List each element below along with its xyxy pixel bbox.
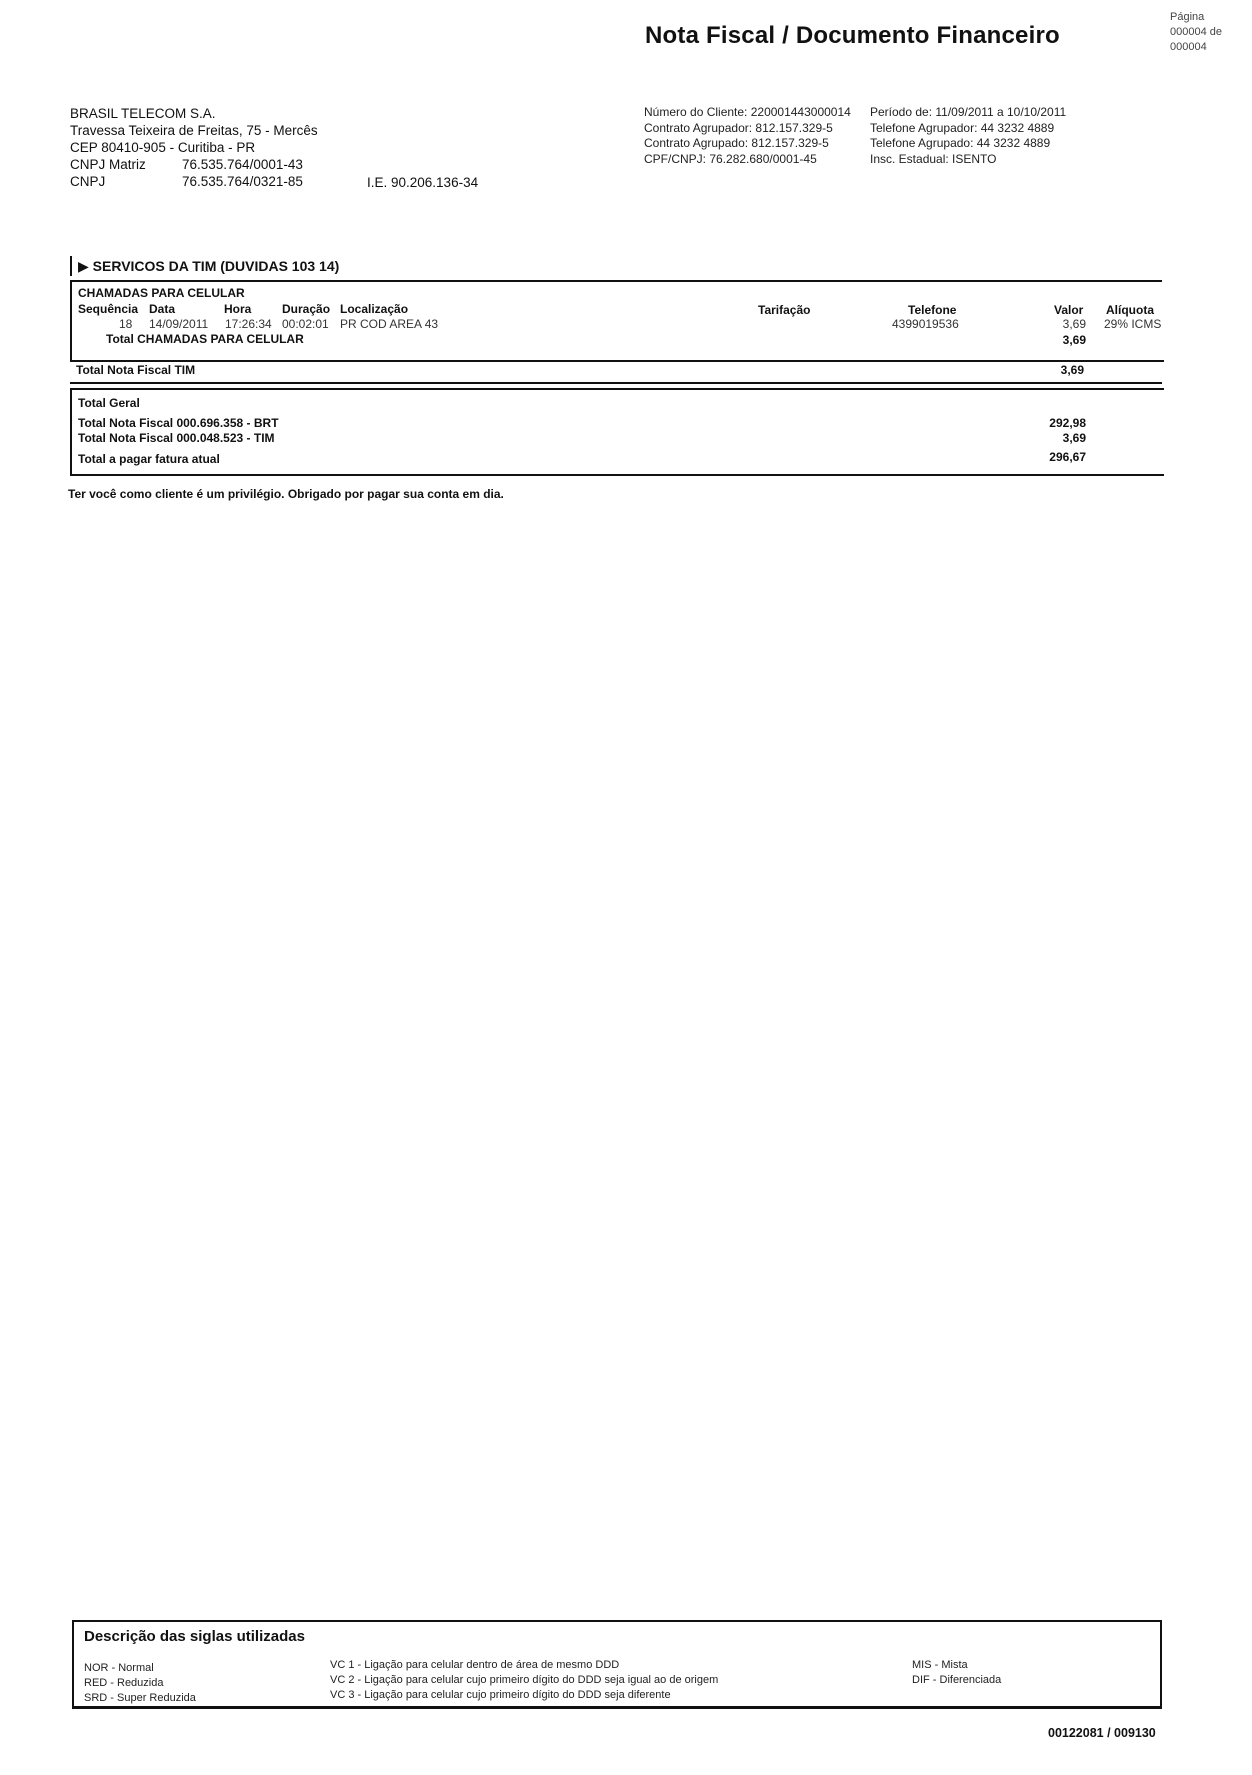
total-tim-label: Total Nota Fiscal 000.048.523 - TIM xyxy=(78,431,275,445)
triangle-right-icon: ▶ xyxy=(78,258,89,274)
page-label: Página xyxy=(1170,11,1205,23)
totals-box xyxy=(70,388,1164,476)
col-telefone: Telefone xyxy=(908,303,957,317)
legend-item: NOR - Normal xyxy=(84,1662,154,1674)
legend-item: VC 3 - Ligação para celular cujo primeiro dígito do DDD seja diferente xyxy=(330,1689,671,1701)
calls-table xyxy=(70,282,1164,362)
total-pagar-value: 296,67 xyxy=(1049,450,1086,464)
row-hora: 17:26:34 xyxy=(225,317,272,331)
row-aliquota: 29% ICMS xyxy=(1104,317,1162,331)
company-info xyxy=(70,105,318,190)
row-duracao: 00:02:01 xyxy=(282,317,329,331)
col-aliquota: Alíquota xyxy=(1106,303,1154,317)
client-info-left xyxy=(644,105,851,167)
company-address: Travessa Teixeira de Freitas, 75 - Mercês xyxy=(70,123,318,138)
legend-item: MIS - Mista xyxy=(912,1659,968,1671)
totals-title: Total Geral xyxy=(78,396,140,410)
document-title: Nota Fiscal / Documento Financeiro xyxy=(645,22,1060,49)
contrato-agrupador: Contrato Agrupador: 812.157.329-5 xyxy=(644,120,833,135)
row-telefone: 4399019536 xyxy=(892,317,959,331)
legend-title: Descrição das siglas utilizadas xyxy=(84,1628,305,1645)
legend-col-3 xyxy=(912,1658,1001,1688)
cnpj-value: 76.535.764/0321-85 xyxy=(182,174,303,189)
legend-box xyxy=(72,1620,1162,1709)
group-total-value: 3,69 xyxy=(1062,333,1086,347)
telefone-agrupado: Telefone Agrupado: 44 3232 4889 xyxy=(870,136,1051,150)
total-tim-value: 3,69 xyxy=(1062,431,1086,445)
legend-item: VC 1 - Ligação para celular dentro de área de mesmo DDD xyxy=(330,1659,620,1671)
legend-col-2 xyxy=(330,1658,718,1703)
footer-code: 00122081 / 009130 xyxy=(1048,1726,1156,1740)
page-indicator xyxy=(1170,10,1222,55)
legend-item: SRD - Super Reduzida xyxy=(84,1692,196,1704)
row-sequencia: 18 xyxy=(119,317,133,331)
services-section-title: SERVICOS DA TIM (DUVIDAS 103 14) xyxy=(92,258,340,274)
page-current: 000004 de xyxy=(1170,26,1222,38)
legend-item: RED - Reduzida xyxy=(84,1677,164,1689)
cnpj-matriz-row xyxy=(70,156,318,173)
col-sequencia: Sequência xyxy=(78,302,139,316)
periodo: Período de: 11/09/2011 a 10/10/2011 xyxy=(870,105,1067,119)
thanks-message: Ter você como cliente é um privilégio. Obrigado por pagar sua conta em dia. xyxy=(68,487,504,501)
col-localizacao: Localização xyxy=(340,302,409,316)
col-tarifacao: Tarifação xyxy=(758,303,811,317)
company-cep: CEP 80410-905 - Curitiba - PR xyxy=(70,140,256,155)
row-localizacao: PR COD AREA 43 xyxy=(340,317,439,331)
nota-total-value: 3,69 xyxy=(1060,363,1084,377)
cpf-cnpj: CPF/CNPJ: 76.282.680/0001-45 xyxy=(644,151,817,166)
col-hora: Hora xyxy=(224,302,252,316)
cnpj-row xyxy=(70,173,318,190)
insc-estadual: Insc. Estadual: ISENTO xyxy=(870,151,997,166)
legend-item: DIF - Diferenciada xyxy=(912,1674,1002,1686)
total-pagar-label: Total a pagar fatura atual xyxy=(78,452,220,466)
contrato-agrupado: Contrato Agrupado: 812.157.329-5 xyxy=(644,136,829,150)
row-valor: 3,69 xyxy=(1062,317,1086,331)
services-section-header xyxy=(70,256,1170,276)
client-info-right xyxy=(870,105,1066,167)
col-duracao: Duração xyxy=(282,302,331,316)
telefone-agrupador: Telefone Agrupador: 44 3232 4889 xyxy=(870,120,1055,135)
group-title: CHAMADAS PARA CELULAR xyxy=(78,286,245,300)
page-total: 000004 xyxy=(1170,41,1207,53)
row-data: 14/09/2011 xyxy=(149,317,209,331)
cnpj-label: CNPJ xyxy=(70,174,106,189)
col-valor: Valor xyxy=(1054,303,1084,317)
cnpj-matriz-label: CNPJ Matriz xyxy=(70,157,146,172)
legend-col-1 xyxy=(84,1661,196,1706)
legend-item: VC 2 - Ligação para celular cujo primeiro dígito do DDD seja igual ao de origem xyxy=(330,1674,719,1686)
total-brt-label: Total Nota Fiscal 000.696.358 - BRT xyxy=(78,416,279,430)
numero-cliente: Número do Cliente: 220001443000014 xyxy=(644,105,851,119)
group-total-label: Total CHAMADAS PARA CELULAR xyxy=(106,332,304,346)
company-name: BRASIL TELECOM S.A. xyxy=(70,106,216,121)
nota-fiscal-tim-row xyxy=(70,360,1162,384)
cnpj-matriz-value: 76.535.764/0001-43 xyxy=(182,157,303,172)
col-data: Data xyxy=(149,302,176,316)
total-brt-value: 292,98 xyxy=(1049,416,1086,430)
nota-total-label: Total Nota Fiscal TIM xyxy=(76,363,196,377)
inscricao-estadual: I.E. 90.206.136-34 xyxy=(367,175,479,190)
